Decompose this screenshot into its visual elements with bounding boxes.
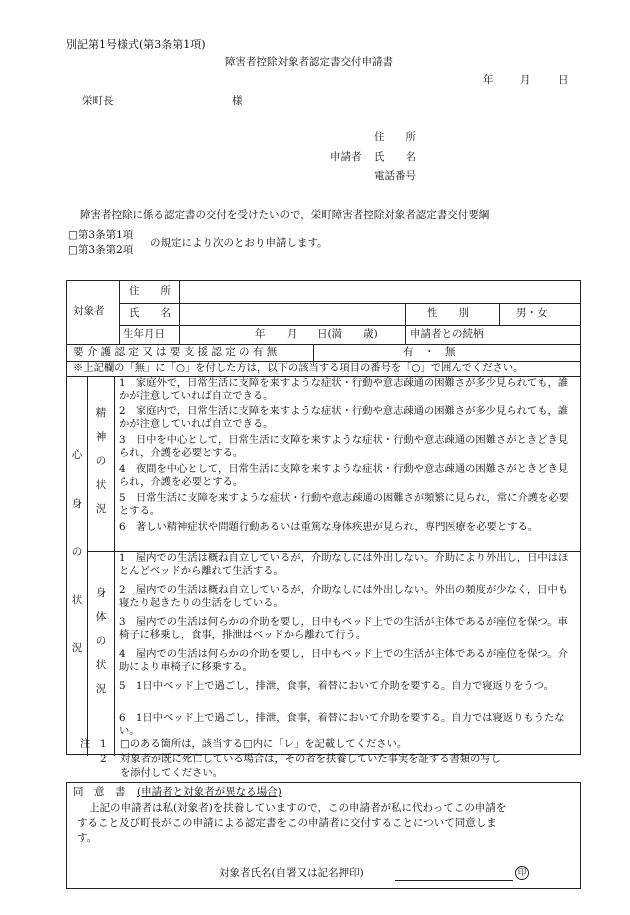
subject-gender-select[interactable]: 男・女 <box>516 307 548 319</box>
consent-title: 同 意 書 <box>73 786 126 798</box>
article-option-2-checkbox[interactable]: □第3条第2項 <box>68 244 134 256</box>
mental-section-char: 神 <box>95 431 107 443</box>
subject-address-field[interactable] <box>187 284 402 301</box>
physical-section-char: 状 <box>95 659 107 671</box>
date-month-label: 月 <box>520 74 531 86</box>
selection-instruction: ※上記欄の「無」に「○」を付した方は，以下の該当する項目の番号を「○」で囲んでください。 <box>73 362 524 374</box>
note-2-text: 対象者が既に死亡している場合は，その者を扶養していた事実を証する書類の写し <box>120 753 501 765</box>
mental-section-char: の <box>95 455 107 467</box>
consent-condition: (申請者と対象者が異なる場合) <box>137 786 282 798</box>
note-1-number: 1 <box>100 738 107 750</box>
subject-label: 対象者 <box>73 305 105 317</box>
mental-section-char: 精 <box>95 407 107 419</box>
physical-section-char: 体 <box>95 611 107 623</box>
application-table <box>66 280 581 755</box>
condition-outer-char: 身 <box>71 498 83 510</box>
page-title: 障害者控除対象者認定書交付申請書 <box>225 56 393 68</box>
signature-label: 対象者氏名(自署又は記名押印) <box>219 867 364 879</box>
subject-name-field[interactable] <box>187 306 402 323</box>
mental-item-6[interactable]: 6 著しい精神症状や問題行動あるいは重篤な身体疾患が見られ，専門医療を必要とする。 <box>119 521 539 533</box>
physical-section-char: 況 <box>95 683 107 695</box>
birthdate-day-age-label: 日(満 歳) <box>317 328 378 340</box>
note-1-text: □のある箇所は，該当する□内に「レ」を記載してください。 <box>120 738 408 750</box>
mental-section-char: 況 <box>95 503 107 515</box>
applicant-address-label: 住 所 <box>374 131 416 143</box>
article-option-1-checkbox[interactable]: □第3条第1項 <box>68 229 134 241</box>
date-day-label: 日 <box>558 74 569 86</box>
condition-outer-char: 状 <box>71 594 83 606</box>
applicant-phone-label: 電話番号 <box>374 170 416 182</box>
condition-outer-char: の <box>71 546 83 558</box>
physical-section-char: 身 <box>95 587 107 599</box>
addressee: 栄町長 <box>82 95 114 107</box>
seal-icon: 印 <box>515 866 529 880</box>
addressee-honorific: 様 <box>232 95 243 107</box>
subject-name-label: 氏 名 <box>129 307 171 319</box>
notes-label: 注 <box>80 738 91 750</box>
form-number: 別記第1号様式(第3条第1項) <box>66 38 206 51</box>
physical-item-2[interactable]: 2 屋内での生活は概ね自立しているが，介助なしには外出しない。外出の頻度が少なく，日中も寝たり起きたりの生活をしている。 <box>119 584 569 610</box>
physical-item-3[interactable]: 3 屋内での生活は何らかの介助を要し，日中もベッド上での生活が主体であるが座位を保つ。車椅子に移乗し，食事，排泄はベッドから離れて行う。 <box>119 616 568 642</box>
subject-relation-label: 申請者との続柄 <box>410 328 484 340</box>
consent-text-line-2: すること及び町長がこの申請による認定書をこの申請者に交付することについて同意しま <box>77 817 497 829</box>
care-cert-label: 要 介 護 認 定 又 は 要 支 援 認 定 の 有 無 <box>73 346 278 358</box>
birthdate-month-label: 月 <box>287 328 298 340</box>
note-2-number: 2 <box>100 753 107 765</box>
mental-item-2[interactable]: 2 家庭内で，日常生活に支障を来すような症状・行動や意志疎通の困難さが多少見られても，誰かが注意していれば自立できる。 <box>119 405 569 431</box>
physical-item-5[interactable]: 5 1日中ベッド上で過ごし，排泄，食事，着替において介助を要する。自力で寝返りをうつ。 <box>119 680 554 692</box>
mental-item-4[interactable]: 4 夜間を中心として，日常生活に支障を来すような症状・行動や意志疎通の困難さがときどき見られ，介護を必要とする。 <box>119 463 569 489</box>
mental-item-5[interactable]: 5 日常生活に支障を来すような症状・行動や意志疎通の困難さが頻繁に見られ，常に介護を必要とする。 <box>119 492 569 518</box>
date-year-label: 年 <box>483 74 494 86</box>
subject-birthdate-label: 生年月日 <box>123 328 165 340</box>
mental-section-char: 状 <box>95 479 107 491</box>
applicant-name-label: 氏 名 <box>374 151 416 163</box>
subject-address-label: 住 所 <box>129 285 171 297</box>
physical-section-char: の <box>95 635 107 647</box>
subject-relation-field[interactable] <box>501 327 579 343</box>
mental-item-3[interactable]: 3 日中を中心として，日常生活に支障を来すような症状・行動や意志疎通の困難さがときどき見られ，介護を必要とする。 <box>119 434 569 460</box>
mental-item-1[interactable]: 1 家庭外で，日常生活に支障を来すような症状・行動や意志疎通の困難さが多少見られても，誰かが注意していれば自立できる。 <box>119 377 569 403</box>
note-2-text-cont: を添付してください。 <box>120 767 223 779</box>
subject-gender-label: 性 別 <box>427 307 469 319</box>
condition-outer-char: 心 <box>71 449 83 461</box>
applicant-label: 申請者 <box>330 151 362 163</box>
physical-item-6[interactable]: 6 1日中ベッド上で過ごし，排泄，食事，着替において介助を要する。自力では寝返りもうたない。 <box>119 712 565 738</box>
intro-line: 障害者控除に係る認定書の交付を受けたいので，栄町障害者控除対象者認定書交付要綱 <box>80 209 490 221</box>
birthdate-year-label: 年 <box>255 328 266 340</box>
intro-line-2: の規定により次のとおり申請します。 <box>150 237 328 249</box>
signature-line[interactable] <box>395 880 513 881</box>
consent-text-line-1: 上記の申請者は私(対象者)を扶養していますので，この申請者が私に代わってこの申請を <box>89 802 507 814</box>
consent-text-line-3: す。 <box>77 832 98 844</box>
care-cert-select[interactable]: 有 ・ 無 <box>403 346 456 358</box>
consent-section <box>66 782 581 889</box>
physical-item-1[interactable]: 1 屋内での生活は概ね自立しているが，介助なしには外出しない。介助により外出し，日中はほとんどベッドから離れて生活する。 <box>119 552 569 578</box>
condition-outer-char: 況 <box>71 642 83 654</box>
physical-item-4[interactable]: 4 屋内での生活は何らかの介助を要し，日中もベッド上での生活が主体であるが座位を保つ。介助により車椅子に移乗する。 <box>119 648 568 674</box>
